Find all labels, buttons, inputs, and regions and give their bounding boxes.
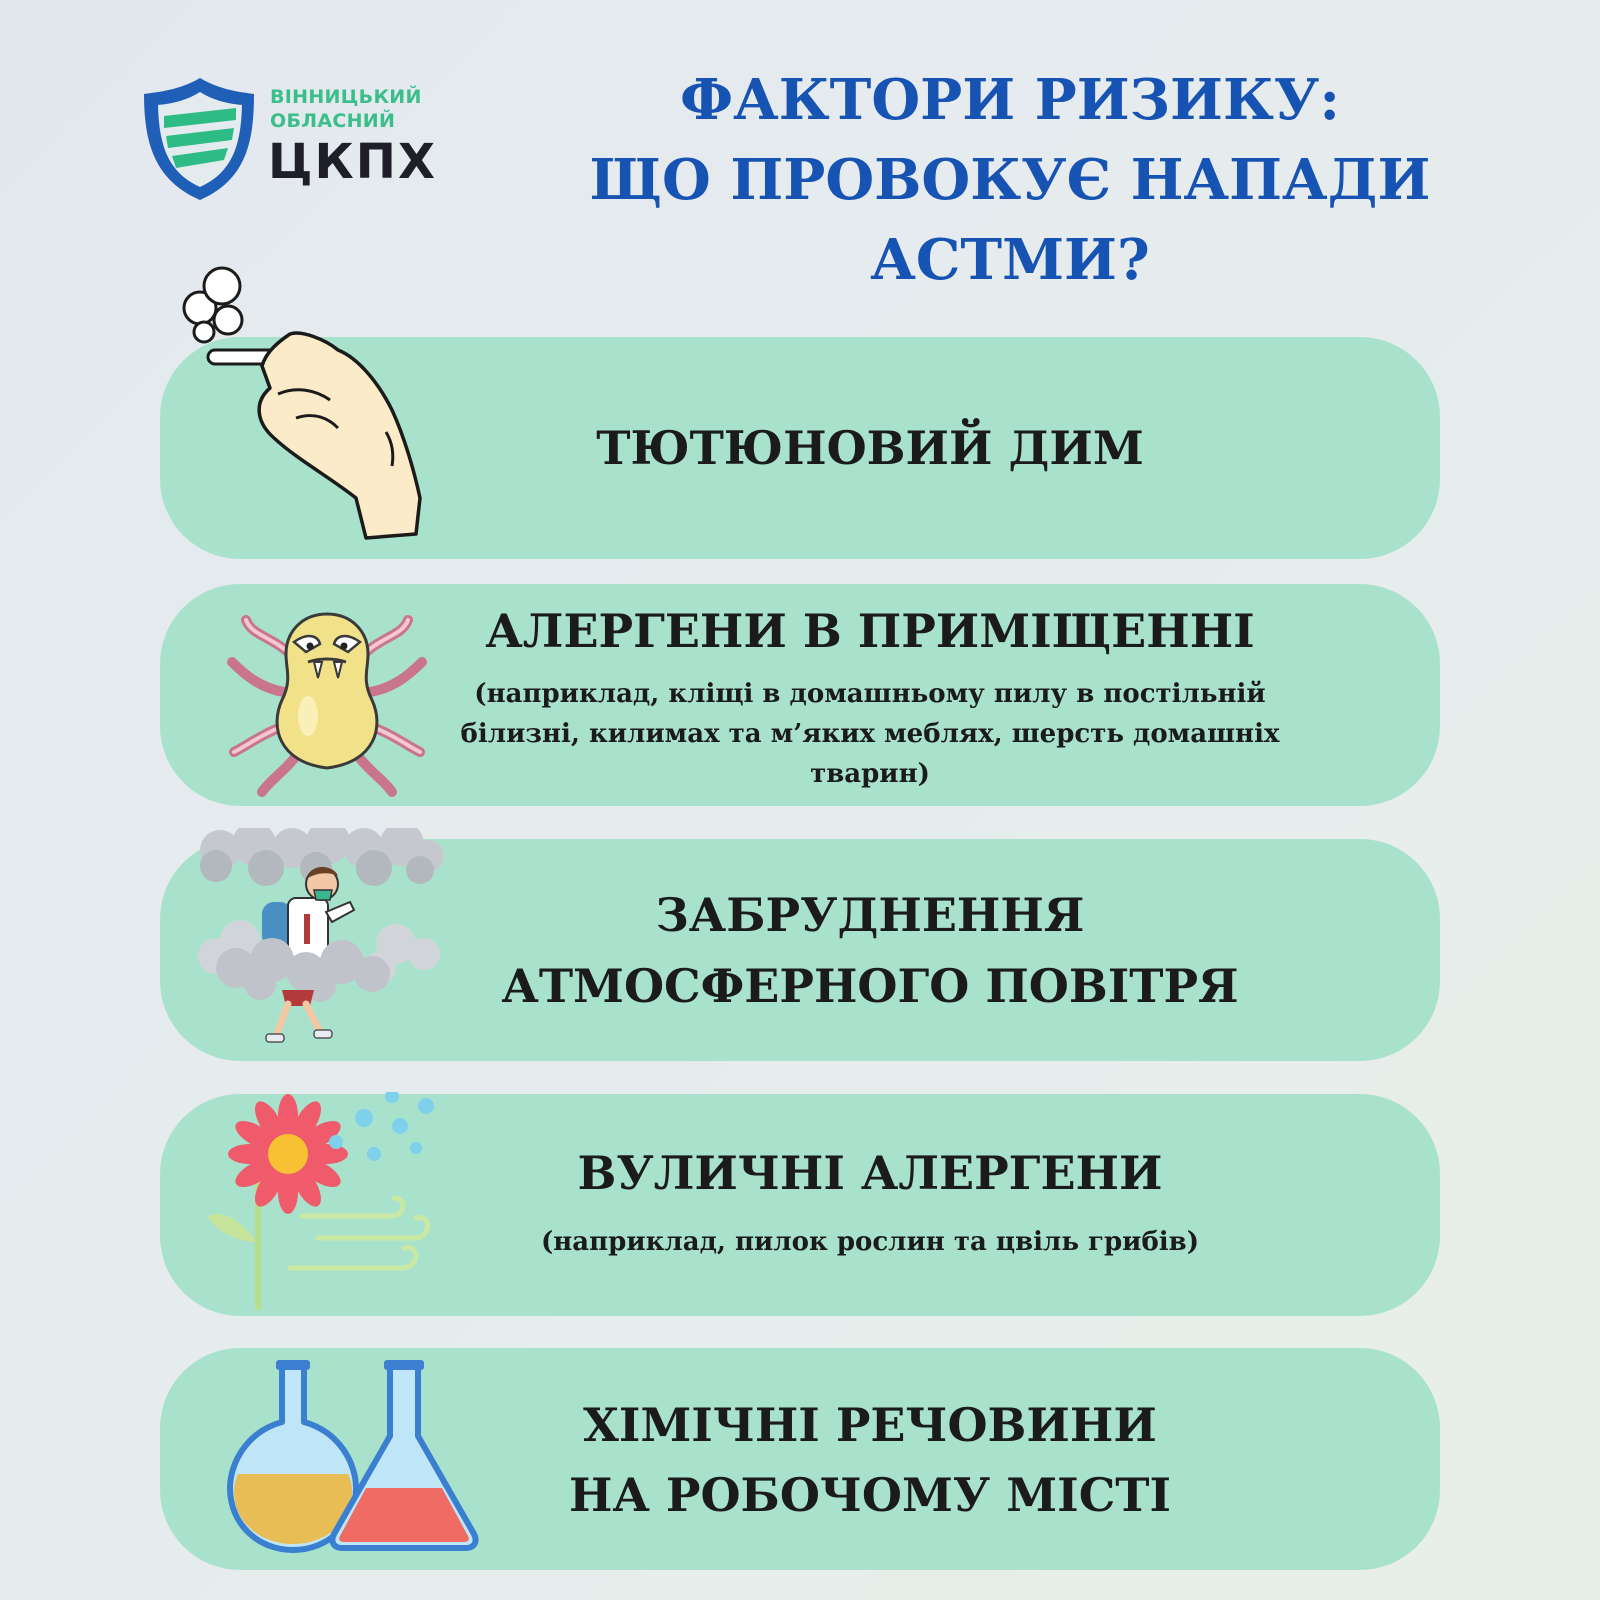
factor-heading-indoor-allergens: АЛЕРГЕНИ В ПРИМІЩЕННІ (485, 604, 1255, 658)
dust-mite-icon (222, 596, 432, 806)
page-title-line-1: ФАКТОРИ РИЗИКУ: (679, 67, 1341, 133)
factor-heading-outdoor-allergens: ВУЛИЧНІ АЛЕРГЕНИ (577, 1146, 1163, 1200)
logo-line-1: ВІННИЦЬКИЙ (270, 86, 422, 108)
factor-note-indoor-line-3: тварин) (810, 759, 930, 789)
logo-line-2: ОБЛАСНИЙ (270, 110, 396, 132)
smoking-hand-icon (178, 262, 438, 552)
factor-heading-tobacco: ТЮТЮНОВИЙ ДИМ (596, 421, 1144, 475)
flower-pollen-icon (206, 1092, 446, 1312)
page-title-line-2: ЩО ПРОВОКУЄ НАПАДИ (589, 147, 1431, 213)
smog-person-icon (196, 828, 446, 1062)
factor-note-outdoor: (наприклад, пилок рослин та цвіль грибів) (540, 1227, 1200, 1257)
factor-heading-pollution-line-1: ЗАБРУДНЕННЯ (655, 888, 1085, 942)
chemical-flasks-icon (224, 1358, 490, 1554)
factor-heading-pollution-line-2: АТМОСФЕРНОГО ПОВІТРЯ (501, 959, 1239, 1013)
page-title-line-3: АСТМИ? (870, 227, 1150, 293)
logo (140, 72, 440, 207)
shield-logo-icon (140, 72, 260, 207)
factor-heading-chemicals-line-2: НА РОБОЧОМУ МІСТІ (568, 1468, 1172, 1522)
logo-main-text: ЦКПХ (268, 134, 437, 190)
factor-heading-chemicals-line-1: ХІМІЧНІ РЕЧОВИНИ (583, 1398, 1157, 1452)
factor-note-indoor-line-2: білизні, килимах та м’яких меблях, шерсть домашніх (460, 719, 1280, 749)
factor-note-indoor-line-1: (наприклад, кліщі в домашньому пилу в постільній (474, 679, 1266, 709)
